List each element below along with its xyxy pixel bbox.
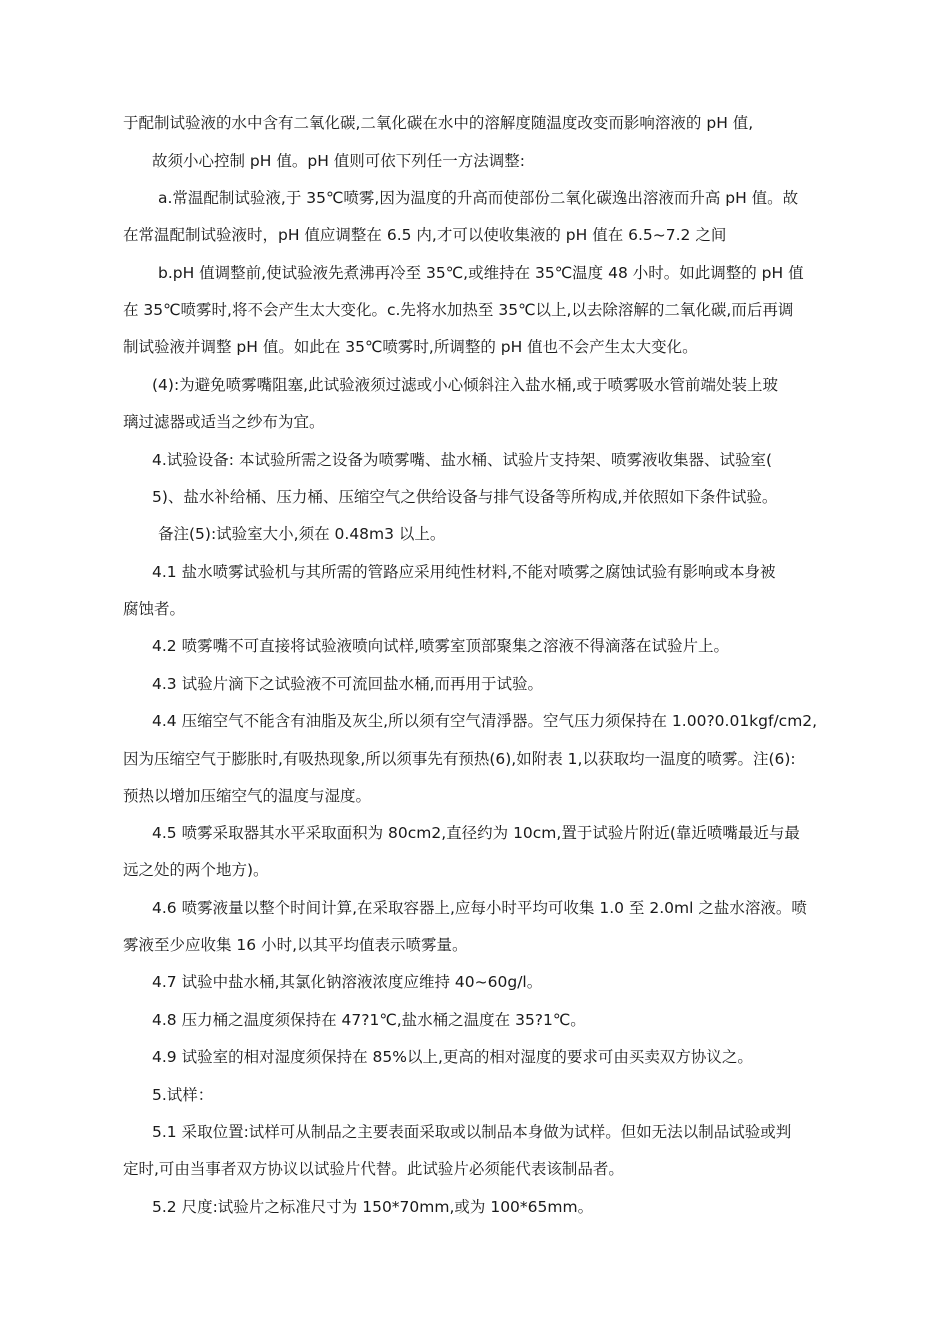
text-line: 4.9 试验室的相对湿度须保持在 85%以上,更高的相对湿度的要求可由买卖双方协议之。 <box>152 1048 753 1066</box>
text-line: b.pH 值调整前,使试验液先煮沸再冷至 35℃,或维持在 35℃温度 48 小时。如此调整的 pH 值 <box>158 264 804 282</box>
text-line: 4.8 压力桶之温度须保持在 47?1℃,盐水桶之温度在 35?1℃。 <box>152 1011 586 1029</box>
text-line: 制试验液并调整 pH 值。如此在 35℃喷雾时,所调整的 pH 值也不会产生太大变化。 <box>123 338 698 356</box>
text-line: 璃过滤器或适当之纱布为宜。 <box>123 413 325 431</box>
text-line: 5.2 尺度:试验片之标准尺寸为 150*70mm,或为 100*65mm。 <box>152 1198 594 1216</box>
text-line: 4.6 喷雾液量以整个时间计算,在采取容器上,应每小时平均可收集 1.0 至 2.0ml 之盐水溶液。喷 <box>152 899 807 917</box>
text-line: 故须小心控制 pH 值。pH 值则可依下列任一方法调整: <box>152 152 525 170</box>
text-line: 预热以增加压缩空气的温度与湿度。 <box>123 787 372 805</box>
text-line: 5)、盐水补给桶、压力桶、压缩空气之供给设备与排气设备等所构成,并依照如下条件试验。 <box>152 488 778 506</box>
text-line: 5.试样： <box>152 1086 214 1104</box>
text-line: 因为压缩空气于膨胀时,有吸热现象,所以须事先有预热(6),如附表 1,以获取均一温度的喷雾。注(6): <box>123 750 796 768</box>
text-line: 远之处的两个地方)。 <box>123 861 269 879</box>
text-line: 4.3 试验片滴下之试验液不可流回盐水桶,而再用于试验。 <box>152 675 544 693</box>
text-line: 备注(5):试验室大小,须在 0.48m3 以上。 <box>158 525 446 543</box>
text-line: 4.2 喷雾嘴不可直接将试验液喷向试样,喷雾室顶部聚集之溶液不得滴落在试验片上。 <box>152 637 730 655</box>
text-line: 雾液至少应收集 16 小时,以其平均值表示喷雾量。 <box>123 936 468 954</box>
text-line: 腐蚀者。 <box>123 600 186 618</box>
text-line: 4.7 试验中盐水桶,其氯化钠溶液浓度应维持 40~60g/l。 <box>152 973 543 991</box>
text-line: 4.1 盐水喷雾试验机与其所需的管路应采用纯性材料,不能对喷雾之腐蚀试验有影响或本身被 <box>152 563 776 581</box>
text-line: 于配制试验液的水中含有二氧化碳,二氧化碳在水中的溶解度随温度改变而影响溶液的 pH 值, <box>123 114 754 132</box>
text-line: 4.试验设备: 本试验所需之设备为喷雾嘴、盐水桶、试验片支持架、喷雾液收集器、试验室( <box>152 451 772 469</box>
text-line: 定时,可由当事者双方协议以试验片代替。此试验片必须能代表该制品者。 <box>123 1160 624 1178</box>
text-line: 在常温配制试验液时，pH 值应调整在 6.5 内,才可以使收集液的 pH 值在 6.5~7.2 之间 <box>123 226 727 244</box>
text-line: 4.5 喷雾采取器其水平采取面积为 80cm2,直径约为 10cm,置于试验片附近(靠近喷嘴最近与最 <box>152 824 800 842</box>
text-line: 在 35℃喷雾时,将不会产生太大变化。c.先将水加热至 35℃以上,以去除溶解的二氧化碳,而后再调 <box>123 301 794 319</box>
text-line: 5.1 采取位置:试样可从制品之主要表面采取或以制品本身做为试样。但如无法以制品试验或判 <box>152 1123 792 1141</box>
text-line: (4):为避免喷雾嘴阻塞,此试验液须过滤或小心倾斜注入盐水桶,或于喷雾吸水管前端处装上玻 <box>152 376 779 394</box>
text-line: 4.4 压缩空气不能含有油脂及灰尘,所以须有空气清淨器。空气压力须保持在 1.00?0.01kgf/cm2, <box>152 712 818 730</box>
text-line: a.常温配制试验液,于 35℃喷雾,因为温度的升高而使部份二氧化碳逸出溶液而升高 pH 值。故 <box>158 189 799 207</box>
